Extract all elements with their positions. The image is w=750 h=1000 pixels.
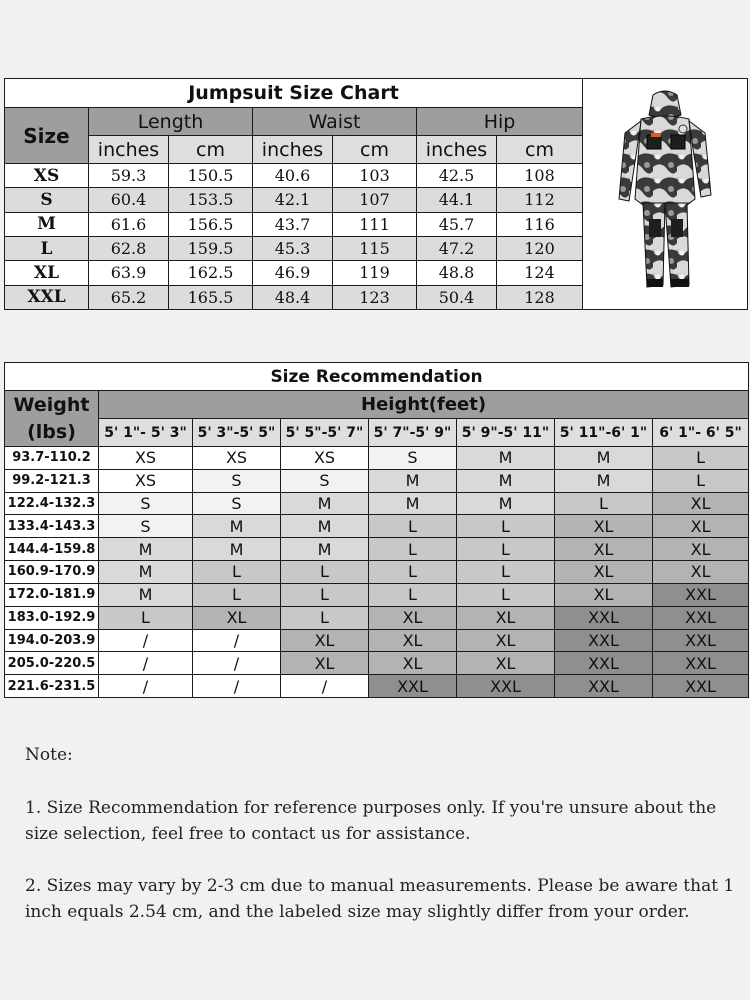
weight-cell: 194.0-203.9 [5,629,99,652]
measurement-cell: 107 [333,188,417,212]
recommendation-row [5,652,749,675]
recommended-size-cell: XXL [653,606,749,629]
recommended-size-cell: L [555,492,653,515]
measurement-cell: 47.2 [417,236,497,260]
measurement-cell: 61.6 [89,212,169,236]
recommended-size-cell: M [99,561,193,584]
weight-cell: 133.4-143.3 [5,515,99,538]
length-header: Length [89,108,253,136]
recommendation-row [5,515,749,538]
measurement-cell: 43.7 [253,212,333,236]
measurement-cell: 60.4 [89,188,169,212]
recommended-size-cell: M [99,538,193,561]
measurement-cell: 42.5 [417,164,497,188]
recommended-size-cell: L [369,561,457,584]
recommended-size-cell: XL [555,583,653,606]
waist-header: Waist [253,108,417,136]
recommended-size-cell: XL [369,606,457,629]
recommendation-body [5,447,749,698]
measurement-cell: 45.7 [417,212,497,236]
recommended-size-cell: XXL [653,652,749,675]
measurement-cell: 150.5 [169,164,253,188]
measurement-cell: 128 [497,285,583,309]
recommended-size-cell: XL [653,492,749,515]
recommendation-row [5,492,749,515]
recommended-size-cell: XL [193,606,281,629]
recommended-size-cell: / [193,652,281,675]
recommendation-row [5,675,749,698]
measurement-cell: 153.5 [169,188,253,212]
recommendation-row [5,538,749,561]
recommended-size-cell: M [457,447,555,470]
height-range-header: 5' 7"-5' 9" [369,419,457,447]
measurement-cell: 159.5 [169,236,253,260]
size-column-header: Size [5,108,89,164]
measurement-cell: 119 [333,261,417,285]
note-item-1: 1. Size Recommendation for reference purposes only. If you're unsure about the size selection, feel free to contact us for assistance. [25,798,717,844]
weight-cell: 160.9-170.9 [5,561,99,584]
height-range-header: 5' 1"- 5' 3" [99,419,193,447]
recommended-size-cell: XXL [457,675,555,698]
measurement-cell: 48.8 [417,261,497,285]
recommended-size-cell: XL [653,515,749,538]
recommended-size-cell: XL [457,652,555,675]
weight-cell: 99.2-121.3 [5,469,99,492]
measurement-cell: 63.9 [89,261,169,285]
measurement-cell: 111 [333,212,417,236]
recommended-size-cell: XXL [653,629,749,652]
size-row [5,164,583,188]
recommended-size-cell: XXL [555,675,653,698]
jumpsuit-photo [583,78,748,310]
recommendation-row [5,561,749,584]
recommended-size-cell: XL [457,629,555,652]
measurement-cell: 120 [497,236,583,260]
size-row [5,188,583,212]
recommended-size-cell: M [369,492,457,515]
recommended-size-cell: M [281,492,369,515]
note-item-2: 2. Sizes may vary by 2-3 cm due to manual measurements. Please be aware that 1 inch equals 2.54 cm, and the labeled size may slightly differ from your order. [25,876,735,922]
unit-header: inches [253,136,333,164]
weight-cell: 183.0-192.9 [5,606,99,629]
jumpsuit-brand-text: NANDN [689,239,696,262]
weight-cell: 172.0-181.9 [5,583,99,606]
size-chart-table [4,78,583,310]
recommendation-row [5,583,749,606]
recommendation-row [5,469,749,492]
size-label-cell: XXL [5,285,89,309]
recommended-size-cell: M [555,447,653,470]
recommended-size-cell: XS [281,447,369,470]
measurement-cell: 103 [333,164,417,188]
recommended-size-cell: XL [457,606,555,629]
recommended-size-cell: S [369,447,457,470]
recommended-size-cell: M [457,469,555,492]
unit-header: cm [169,136,253,164]
measurement-cell: 165.5 [169,285,253,309]
jumpsuit-illustration [605,89,725,299]
measurement-cell: 162.5 [169,261,253,285]
size-label-cell: L [5,236,89,260]
hip-header: Hip [417,108,583,136]
recommended-size-cell: XXL [653,675,749,698]
size-label-cell: M [5,212,89,236]
recommended-size-cell: / [99,629,193,652]
recommended-size-cell: M [193,538,281,561]
unit-row [5,136,583,164]
height-range-row [5,419,749,447]
recommended-size-cell: XXL [653,583,749,606]
recommended-size-cell: XXL [369,675,457,698]
weight-cell: 205.0-220.5 [5,652,99,675]
recommended-size-cell: L [653,447,749,470]
recommended-size-cell: XL [281,652,369,675]
measurement-cell: 44.1 [417,188,497,212]
recommended-size-cell: M [369,469,457,492]
recommendation-row [5,629,749,652]
size-chart-section [4,78,748,310]
recommended-size-cell: M [281,538,369,561]
measurement-cell: 156.5 [169,212,253,236]
recommended-size-cell: XXL [555,606,653,629]
recommended-size-cell: XL [653,561,749,584]
recommended-size-cell: L [457,515,555,538]
recommended-size-cell: M [457,492,555,515]
recommended-size-cell: XL [555,561,653,584]
recommended-size-cell: M [555,469,653,492]
size-label-cell: XS [5,164,89,188]
weight-header-line2: (lbs) [27,420,76,443]
recommended-size-cell: M [193,515,281,538]
size-label-cell: XL [5,261,89,285]
recommended-size-cell: L [99,606,193,629]
size-chart-title: Jumpsuit Size Chart [5,79,583,108]
height-range-header: 6' 1"- 6' 5" [653,419,749,447]
recommended-size-cell: XL [369,629,457,652]
recommended-size-cell: XS [193,447,281,470]
height-range-header: 5' 11"-6' 1" [555,419,653,447]
recommended-size-cell: L [281,606,369,629]
recommended-size-cell: / [193,675,281,698]
height-range-header: 5' 3"-5' 5" [193,419,281,447]
recommended-size-cell: XXL [555,652,653,675]
weight-cell: 122.4-132.3 [5,492,99,515]
recommended-size-cell: S [193,469,281,492]
measurement-cell: 48.4 [253,285,333,309]
measurement-cell: 123 [333,285,417,309]
size-row [5,212,583,236]
recommended-size-cell: XS [99,447,193,470]
recommended-size-cell: S [193,492,281,515]
recommended-size-cell: M [281,515,369,538]
recommended-size-cell: L [369,515,457,538]
unit-header: cm [497,136,583,164]
weight-header-line1: Weight [13,393,90,416]
measurement-cell: 45.3 [253,236,333,260]
recommended-size-cell: XL [653,538,749,561]
measurement-cell: 59.3 [89,164,169,188]
height-range-header: 5' 9"-5' 11" [457,419,555,447]
weight-cell: 93.7-110.2 [5,447,99,470]
recommended-size-cell: L [457,538,555,561]
recommended-size-cell: / [193,629,281,652]
note-heading: Note: [25,745,73,765]
recommended-size-cell: / [99,652,193,675]
height-range-header: 5' 5"-5' 7" [281,419,369,447]
recommended-size-cell: L [193,561,281,584]
recommended-size-cell: XL [369,652,457,675]
measurement-cell: 124 [497,261,583,285]
weight-header [5,391,99,447]
recommended-size-cell: XL [555,515,653,538]
recommended-size-cell: S [99,515,193,538]
recommendation-row [5,447,749,470]
weight-cell: 144.4-159.8 [5,538,99,561]
recommended-size-cell: L [369,583,457,606]
recommended-size-cell: XS [99,469,193,492]
recommended-size-cell: L [369,538,457,561]
recommendation-title: Size Recommendation [5,363,749,391]
measurement-cell: 112 [497,188,583,212]
recommended-size-cell: L [281,561,369,584]
measurement-cell: 108 [497,164,583,188]
height-header: Height(feet) [99,391,749,419]
recommended-size-cell: XXL [555,629,653,652]
recommended-size-cell: S [281,469,369,492]
size-row [5,285,583,309]
measurement-cell: 65.2 [89,285,169,309]
recommended-size-cell: / [99,675,193,698]
recommended-size-cell: XL [555,538,653,561]
unit-header: cm [333,136,417,164]
recommended-size-cell: L [653,469,749,492]
size-chart-body [5,164,583,310]
size-row [5,236,583,260]
unit-header: inches [89,136,169,164]
recommended-size-cell: M [99,583,193,606]
unit-header: inches [417,136,497,164]
size-label-cell: S [5,188,89,212]
recommended-size-cell: / [281,675,369,698]
measurement-cell: 46.9 [253,261,333,285]
measurement-cell: 62.8 [89,236,169,260]
recommended-size-cell: L [193,583,281,606]
recommended-size-cell: L [457,583,555,606]
size-row [5,261,583,285]
size-recommendation-table [4,362,749,698]
measurement-cell: 40.6 [253,164,333,188]
measurement-cell: 50.4 [417,285,497,309]
measurement-cell: 116 [497,212,583,236]
measurement-cell: 42.1 [253,188,333,212]
recommended-size-cell: XL [281,629,369,652]
weight-cell: 221.6-231.5 [5,675,99,698]
recommended-size-cell: S [99,492,193,515]
recommended-size-cell: L [457,561,555,584]
measurement-cell: 115 [333,236,417,260]
recommended-size-cell: L [281,583,369,606]
recommendation-row [5,606,749,629]
